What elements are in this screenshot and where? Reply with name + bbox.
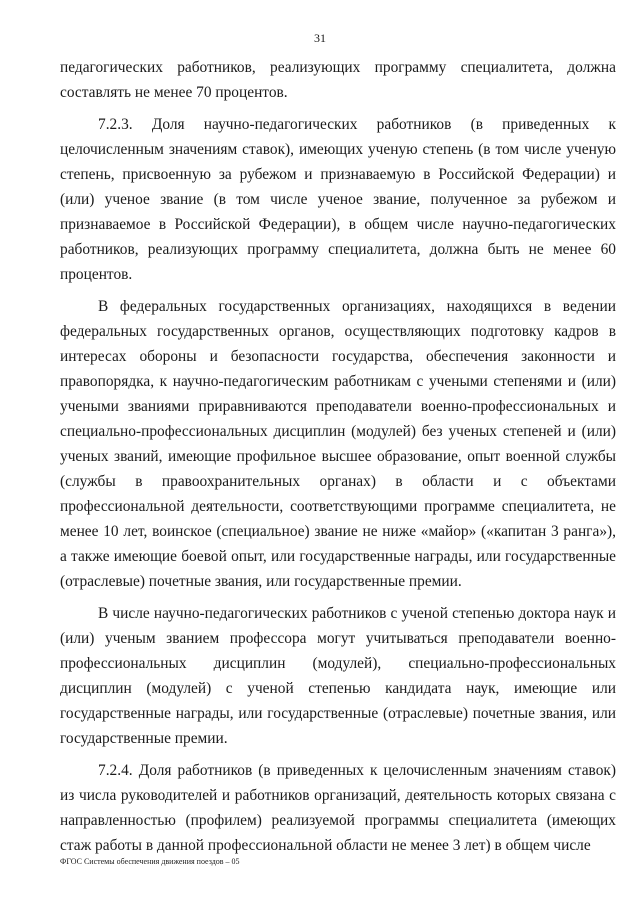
document-body	[60, 55, 616, 858]
paragraph-7-2-3: 7.2.3. Доля научно-педагогических работников (в приведенных к целочисленным значениям ставок), имеющих ученую степень (в том числе ученую степень, присвоенную за рубежом и признаваемую в Российской Федерации) и (или) ученое звание (в том числе ученое звание, полученное за рубежом и признаваемое в Российской Федерации), в общем числе научно-педагогических работников, реализующих программу специалитета, должна быть не менее 60 процентов.	[60, 116, 616, 283]
paragraph-federal-organizations: В федеральных государственных организациях, находящихся в ведении федеральных государственных органов, осуществляющих подготовку кадров в интересах обороны и безопасности государства, обеспечения законности и правопорядка, к научно-педагогическим работникам с учеными степенями и (или) учеными званиями приравниваются преподаватели военно-профессиональных и специально-профессиональных дисциплин (модулей) без ученых степеней и (или) ученых званий, имеющие профильное высшее образование, опыт военной службы (службы в правоохранительных органах) в области и с объектами профессиональной деятельности, соответствующими программе специалитета, не менее 10 лет, воинское (специальное) звание не ниже «майор» («капитан 3 ранга»), а также имеющие боевой опыт, или государственные награды, или государственные (отраслевые) почетные звания, или государственные премии.	[60, 298, 616, 590]
paragraph-7-2-4: 7.2.4. Доля работников (в приведенных к целочисленным значениям ставок) из числа руководителей и работников организаций, деятельность которых связана с направленностью (профилем) реализуемой программы специалитета (имеющих стаж работы в данной профессиональной области не менее 3 лет) в общем числе	[60, 762, 616, 854]
paragraph-doctors-professors: В числе научно-педагогических работников с ученой степенью доктора наук и (или) ученым званием профессора могут учитываться преподаватели военно-профессиональных дисциплин (модулей), специально-профессиональных дисциплин (модулей) с ученой степенью кандидата наук, имеющие или государственные награды, или государственные (отраслевые) почетные звания, или государственные премии.	[60, 605, 616, 747]
paragraph-continuation: педагогических работников, реализующих программу специалитета, должна составлять не менее 70 процентов.	[60, 59, 616, 101]
page-number: 31	[314, 31, 326, 45]
footer-note: ФГОС Системы обеспечения движения поездов – 05	[60, 857, 240, 866]
